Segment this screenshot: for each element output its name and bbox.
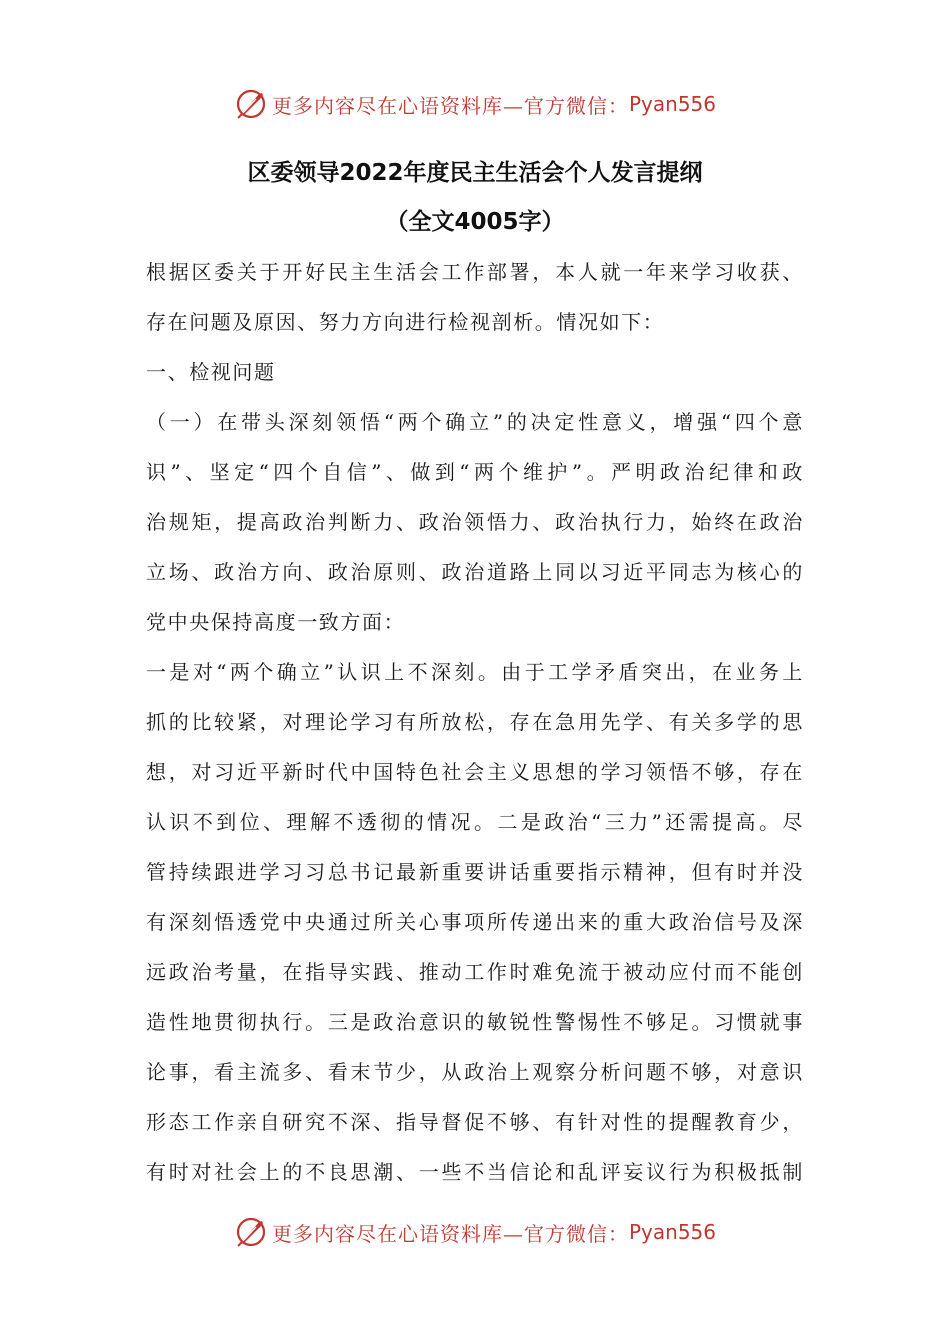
body-line: 认识不到位、理解不透彻的情况。二是政治“三力”还需提高。尽 xyxy=(146,810,804,834)
body-line: 存在问题及原因、努力方向进行检视剖析。情况如下： xyxy=(146,310,665,334)
body-line: 识”、坚定“四个自信”、做到“两个维护”。严明政治纪律和政 xyxy=(146,460,804,484)
watermark-banner-bottom xyxy=(0,1212,950,1252)
body-line: 治规矩，提高政治判断力、政治领悟力、政治执行力，始终在政治 xyxy=(146,510,804,534)
body-line: （一）在带头深刻领悟“两个确立”的决定性意义，增强“四个意 xyxy=(146,410,804,434)
body-line: 抓的比较紧，对理论学习有所放松，存在急用先学、有关多学的思 xyxy=(146,710,804,734)
document-body xyxy=(146,253,804,1203)
body-line: 有时对社会上的不良思潮、一些不当信论和乱评妄议行为积极抵制 xyxy=(146,1160,804,1184)
watermark-text: 更多内容尽在心语资料库—官方微信： xyxy=(271,1221,629,1246)
body-line: 一是对“两个确立”认识上不深刻。由于工学矛盾突出，在业务上 xyxy=(146,660,804,684)
body-line: 一、检视问题 xyxy=(146,360,276,384)
watermark-wechat-id: Pyan556 xyxy=(628,1220,716,1244)
body-line: 想，对习近平新时代中国特色社会主义思想的学习领悟不够，存在 xyxy=(146,760,804,784)
body-line: 根据区委关于开好民主生活会工作部署，本人就一年来学习收获、 xyxy=(146,260,804,284)
watermark-wechat-id: Pyan556 xyxy=(628,92,716,116)
body-line: 远政治考量，在指导实践、推动工作时难免流于被动应付而不能创 xyxy=(146,960,804,984)
body-line: 立场、政治方向、政治原则、政治道路上同以习近平同志为核心的 xyxy=(146,560,804,584)
body-line: 党中央保持高度一致方面： xyxy=(146,610,406,634)
body-line: 论事，看主流多、看末节少，从政治上观察分析问题不够，对意识 xyxy=(146,1060,804,1084)
body-line: 管持续跟进学习习总书记最新重要讲话重要指示精神，但有时并没 xyxy=(146,860,804,884)
quill-logo-icon xyxy=(234,87,268,121)
body-line: 造性地贯彻执行。三是政治意识的敏锐性警惕性不够足。习惯就事 xyxy=(146,1010,804,1034)
quill-logo-icon xyxy=(234,1215,268,1249)
watermark-text: 更多内容尽在心语资料库—官方微信： xyxy=(271,93,629,118)
document-subtitle: （全文4005字） xyxy=(385,209,565,235)
body-line: 有深刻悟透党中央通过所关心事项所传递出来的重大政治信号及深 xyxy=(146,910,804,934)
document-title: 区委领导2022年度民主生活会个人发言提纲 xyxy=(247,160,703,186)
body-line: 形态工作亲自研究不深、指导督促不够、有针对性的提醒教育少， xyxy=(146,1110,804,1134)
watermark-banner-top xyxy=(0,84,950,124)
